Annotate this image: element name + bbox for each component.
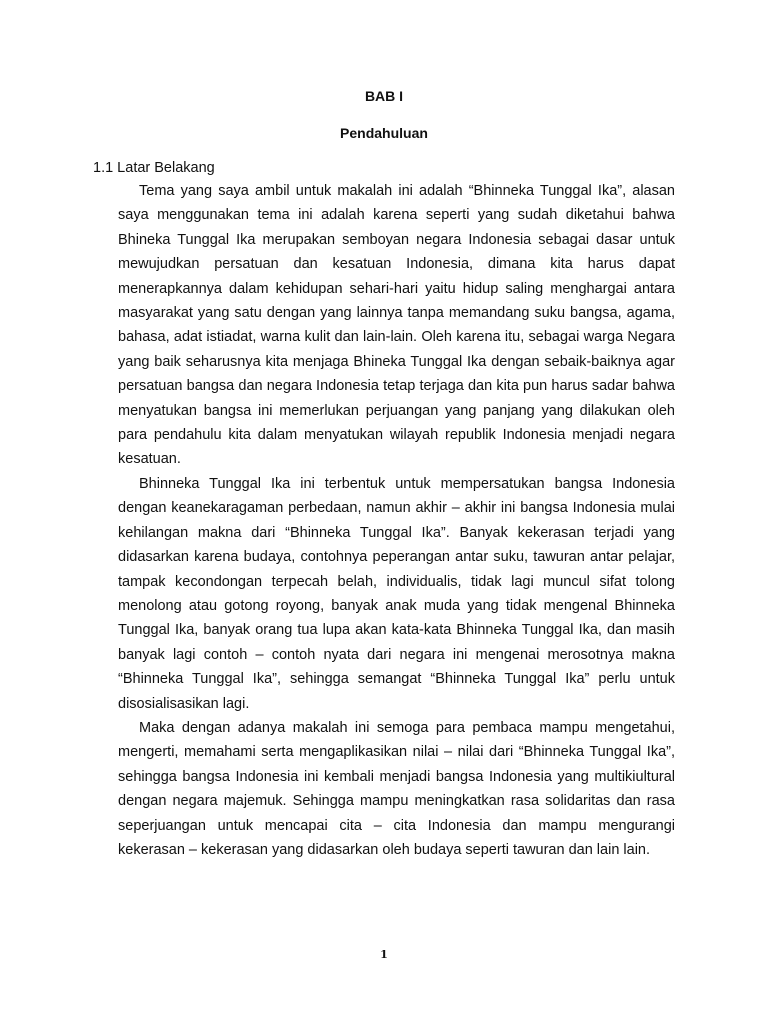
chapter-subtitle: Pendahuluan — [340, 125, 428, 141]
chapter-title: BAB I — [364, 88, 404, 104]
paragraph: Bhinneka Tunggal Ika ini terbentuk untuk mempersatukan bangsa Indonesia dengan keanekaragaman perbedaan, namun akhir – akhir ini bangsa Indonesia mulai kehilangan makna dari “Bhinneka Tunggal Ika”. Banyak kekerasan terjadi yang didasarkan karena budaya, contohnya peperangan antar suku, tawuran antar pelajar, tampak kecondongan terpecah belah, individualis, tidak lagi muncul sifat tolong menolong atau gotong royong, banyak anak muda yang tidak mengenal Bhinneka Tunggal Ika, banyak orang tua lupa akan kata-kata Bhinneka Tunggal Ika, dan masih banyak lagi contoh – contoh nyata dari negara ini mengenai merosotnya makna “Bhinneka Tunggal Ika”, sehingga semangat “Bhinneka Tunggal Ika” perlu untuk disosialisasikan lagi. — [118, 475, 675, 712]
page-number: 1 — [380, 948, 388, 961]
body-text — [118, 179, 675, 862]
paragraph: Tema yang saya ambil untuk makalah ini adalah “Bhinneka Tunggal Ika”, alasan saya menggunakan tema ini adalah karena seperti yang sudah diketahui bahwa Bhineka Tunggal Ika merupakan semboyan negara Indonesia sebagai dasar untuk mewujudkan persatuan dan kesatuan Indonesia, dimana kita harus dapat menerapkannya dalam kehidupan sehari-hari yaitu hidup saling menghargai antara masyarakat yang satu dengan yang lainnya tanpa memandang suku bangsa, agama, bahasa, adat istiadat, warna kulit dan lain-lain. Oleh karena itu, sebagai warga Negara yang baik seharusnya kita menjaga Bhineka Tunggal Ika dengan sebaik-baiknya agar persatuan bangsa dan negara Indonesia tetap terjaga dan kita pun harus sadar bahwa menyatukan bangsa ini memerlukan perjuangan yang panjang yang dilakukan oleh para pendahulu kita dalam menyatukan wilayah republik Indonesia menjadi negara kesatuan. — [118, 183, 675, 468]
paragraph: Maka dengan adanya makalah ini semoga para pembaca mampu mengetahui, mengerti, memahami serta mengaplikasikan nilai – nilai dari “Bhinneka Tunggal Ika”, sehingga bangsa Indonesia ini kembali menjadi bangsa Indonesia yang multikiultural dengan negara majemuk. Sehingga mampu meningkatkan rasa solidaritas dan rasa seperjuangan untuk mencapai cita – cita Indonesia dan mampu mengurangi kekerasan – kekerasan yang didasarkan oleh budaya seperti tawuran dan lain lain. — [118, 719, 675, 858]
section-heading: 1.1 Latar Belakang — [93, 160, 215, 176]
